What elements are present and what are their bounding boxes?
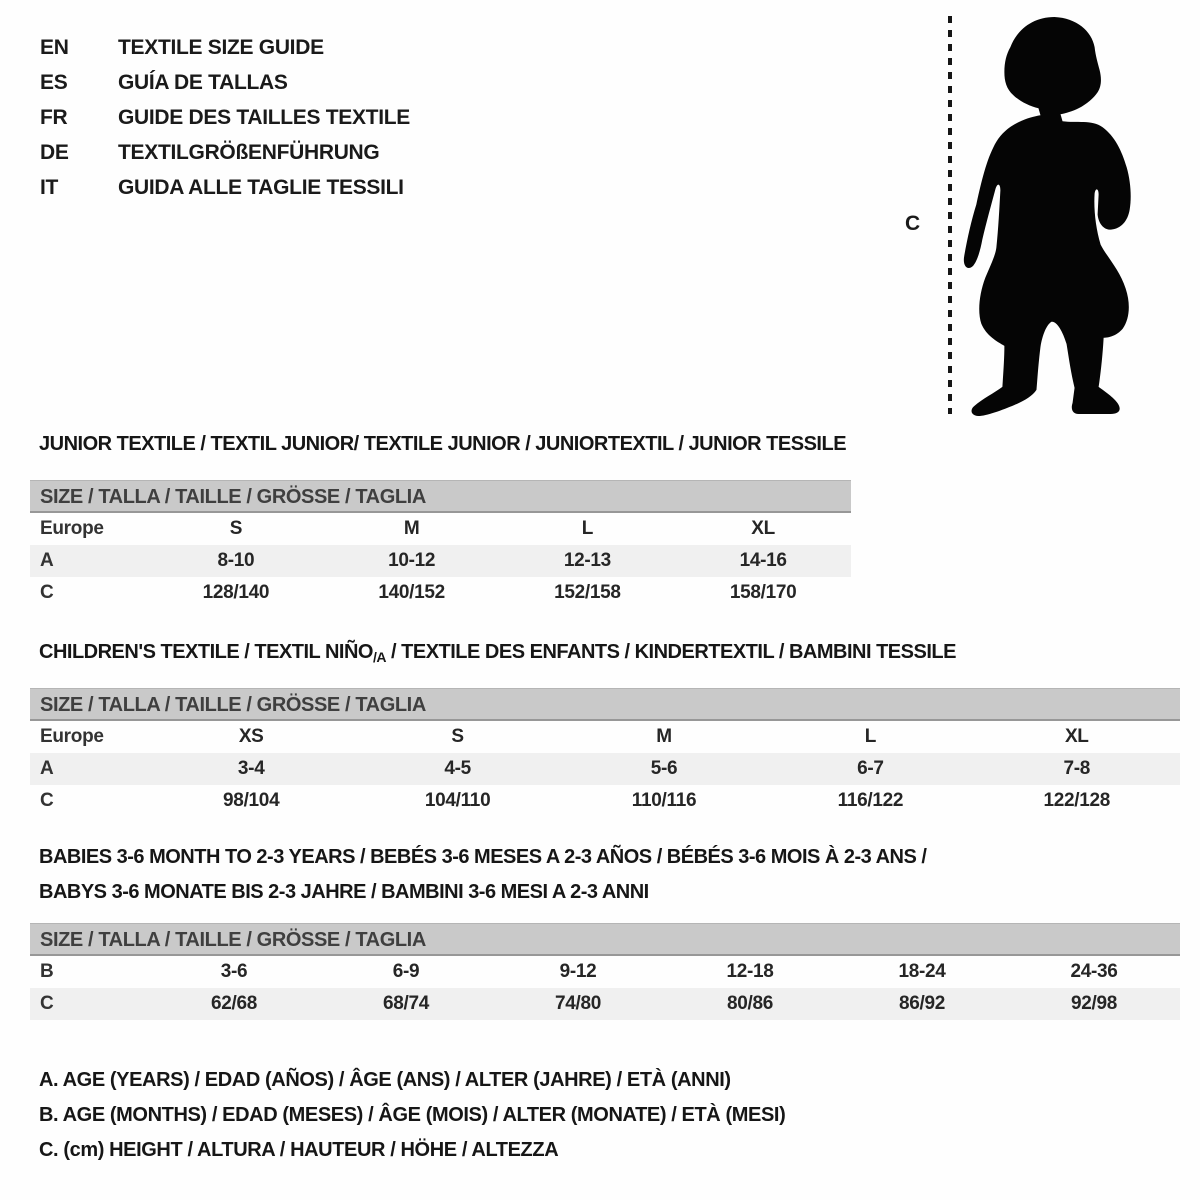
lang-row-es: [40, 65, 410, 100]
table-row-europe: [30, 513, 851, 545]
size-cell: L: [581, 518, 594, 539]
language-title-list: [40, 30, 410, 205]
row-label: C: [40, 790, 54, 811]
children-table-header: SIZE / TALLA / TAILLE / GRÖSSE / TAGLIA: [30, 688, 1180, 721]
height-cell: 104/110: [424, 790, 491, 811]
babies-section-heading-line1: BABIES 3-6 MONTH TO 2-3 YEARS / BEBÉS 3-6 MESES A 2-3 AÑOS / BÉBÉS 3-6 MOIS À 2-3 ANS /: [39, 846, 927, 868]
height-cell: 86/92: [898, 993, 946, 1014]
lang-row-it: [40, 170, 410, 205]
legend-line-height: C. (cm) HEIGHT / ALTURA / HAUTEUR / HÖHE / ALTEZZA: [39, 1139, 559, 1161]
size-cell: M: [403, 518, 420, 539]
age-cell: 8-10: [217, 550, 255, 571]
row-label: A: [40, 758, 54, 779]
children-heading-post: / TEXTILE DES ENFANTS / KINDERTEXTIL / BAMBINI TESSILE: [385, 641, 956, 663]
height-cell: 98/104: [223, 790, 280, 811]
height-cell: 152/158: [554, 582, 621, 603]
age-cell: 12-13: [563, 550, 611, 571]
table-row-height-cm: [30, 577, 851, 609]
junior-section-heading: JUNIOR TEXTILE / TEXTIL JUNIOR/ TEXTILE JUNIOR / JUNIORTEXTIL / JUNIOR TESSILE: [39, 433, 847, 455]
height-measure-dashed-line: [948, 16, 952, 414]
height-cell: 92/98: [1070, 993, 1118, 1014]
legend-line-age-months: B. AGE (MONTHS) / EDAD (MESES) / ÂGE (MOIS) / ALTER (MONATE) / ETÀ (MESI): [39, 1104, 786, 1126]
babies-table-header: SIZE / TALLA / TAILLE / GRÖSSE / TAGLIA: [30, 923, 1180, 956]
age-cell: 3-4: [237, 758, 265, 779]
table-row-age-years: [30, 753, 1180, 785]
lang-title: GUIDA ALLE TAGLIE TESSILI: [118, 175, 404, 199]
toddler-silhouette-image: [958, 14, 1144, 418]
lang-row-en: [40, 30, 410, 65]
row-label: C: [40, 993, 54, 1014]
height-cell: 116/122: [837, 790, 904, 811]
row-label: A: [40, 550, 54, 571]
size-cell: L: [864, 726, 877, 747]
age-cell: 4-5: [444, 758, 471, 779]
height-cell: 80/86: [726, 993, 774, 1014]
lang-code: EN: [40, 35, 69, 59]
lang-code: FR: [40, 105, 68, 129]
table-row-europe: [30, 721, 1180, 753]
age-cell: 7-8: [1063, 758, 1091, 779]
size-cell: XL: [1064, 726, 1089, 747]
height-cell: 68/74: [382, 993, 430, 1014]
size-cell: S: [451, 726, 464, 747]
legend-line-age-years: A. AGE (YEARS) / EDAD (AÑOS) / ÂGE (ANS) / ALTER (JAHRE) / ETÀ (ANNI): [39, 1069, 731, 1091]
junior-size-table: [30, 480, 851, 609]
table-row-age-years: [30, 545, 851, 577]
size-cell: M: [656, 726, 672, 747]
junior-table-header: SIZE / TALLA / TAILLE / GRÖSSE / TAGLIA: [30, 480, 851, 513]
size-cell: XL: [751, 518, 775, 539]
babies-size-table: [30, 923, 1180, 1020]
lang-code: ES: [40, 70, 68, 94]
lang-title: GUIDE DES TAILLES TEXTILE: [118, 105, 410, 129]
row-label: Europe: [40, 518, 104, 539]
age-cell: 12-18: [726, 961, 774, 982]
lang-title: GUÍA DE TALLAS: [118, 70, 288, 94]
lang-code: IT: [40, 175, 59, 199]
age-cell: 18-24: [898, 961, 946, 982]
height-cell: 122/128: [1043, 790, 1111, 811]
table-row-height-cm: [30, 988, 1180, 1020]
age-cell: 10-12: [388, 550, 436, 571]
children-section-heading: [39, 641, 956, 664]
children-heading-pre: CHILDREN'S TEXTILE / TEXTIL NIÑO: [39, 641, 373, 663]
babies-section-heading-line2: BABYS 3-6 MONATE BIS 2-3 JAHRE / BAMBINI 3-6 MESI A 2-3 ANNI: [39, 881, 649, 903]
lang-code: DE: [40, 140, 69, 164]
children-heading-sub: /A: [372, 649, 386, 665]
lang-row-fr: [40, 100, 410, 135]
height-measure-label: C: [905, 212, 921, 235]
height-cell: 128/140: [202, 582, 270, 603]
height-cell: 62/68: [210, 993, 258, 1014]
age-cell: 6-7: [857, 758, 884, 779]
age-cell: 3-6: [220, 961, 248, 982]
table-row-height-cm: [30, 785, 1180, 817]
age-cell: 9-12: [559, 961, 597, 982]
size-cell: XS: [238, 726, 264, 747]
table-row-age-months: [30, 956, 1180, 988]
height-cell: 158/170: [729, 582, 797, 603]
children-size-table: [30, 688, 1180, 817]
age-cell: 6-9: [392, 961, 420, 982]
size-cell: S: [229, 518, 243, 539]
age-cell: 14-16: [739, 550, 787, 571]
lang-row-de: [40, 135, 410, 170]
height-cell: 140/152: [378, 582, 445, 603]
age-cell: 24-36: [1070, 961, 1118, 982]
row-label: C: [40, 582, 54, 603]
height-cell: 110/116: [631, 790, 697, 811]
height-cell: 74/80: [554, 993, 602, 1014]
lang-title: TEXTILGRÖßENFÜHRUNG: [118, 140, 380, 164]
row-label: B: [40, 961, 54, 982]
lang-title: TEXTILE SIZE GUIDE: [118, 35, 324, 59]
row-label: Europe: [40, 726, 104, 747]
age-cell: 5-6: [650, 758, 678, 779]
